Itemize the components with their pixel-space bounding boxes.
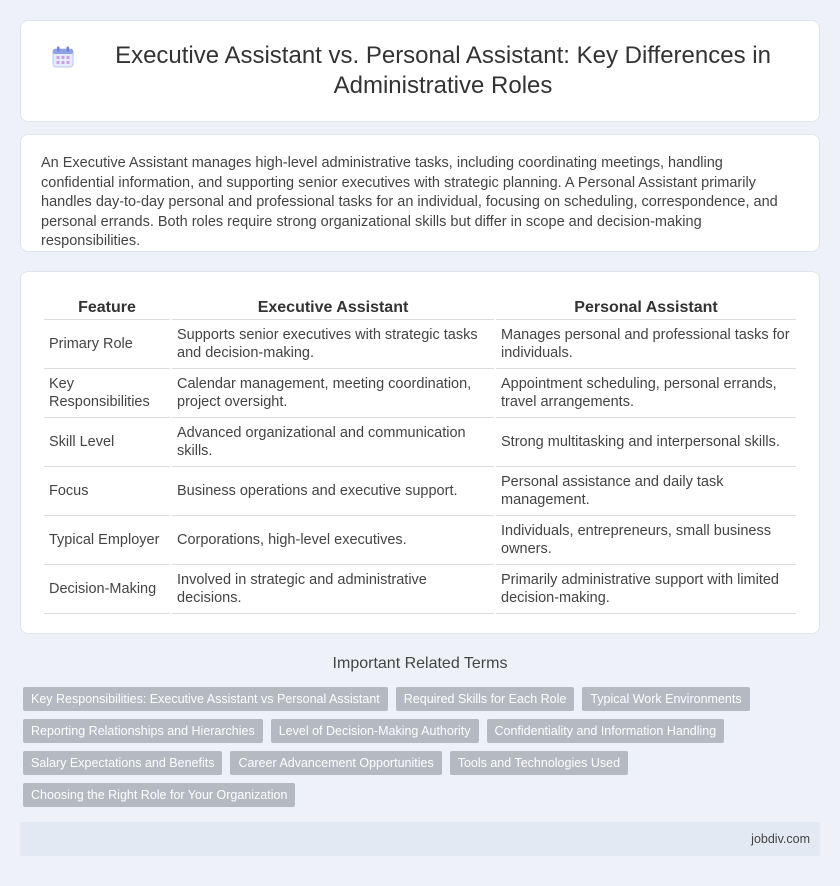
- personal-cell: Appointment scheduling, personal errands, travel arrangements.: [496, 369, 796, 418]
- personal-cell: Strong multitasking and interpersonal skills.: [496, 418, 796, 467]
- table-row: [44, 320, 796, 369]
- related-term-tag[interactable]: Required Skills for Each Role: [396, 687, 575, 711]
- page-title: Executive Assistant vs. Personal Assistant: Key Differences in Administrative Roles: [115, 42, 771, 99]
- header-feature: Feature: [44, 294, 170, 320]
- related-term-tag[interactable]: Key Responsibilities: Executive Assistant vs Personal Assistant: [23, 687, 388, 711]
- related-term-tag[interactable]: Tools and Technologies Used: [450, 751, 628, 775]
- table-row: [44, 516, 796, 565]
- intro-card: [20, 134, 820, 252]
- table-row: [44, 369, 796, 418]
- table-row: [44, 565, 796, 614]
- related-term-tag[interactable]: Reporting Relationships and Hierarchies: [23, 719, 263, 743]
- comparison-table: [42, 294, 798, 614]
- related-terms-list: [23, 687, 823, 815]
- title-card: [20, 20, 820, 122]
- feature-cell: Key Responsibilities: [44, 369, 170, 418]
- executive-cell: Calendar management, meeting coordination, project oversight.: [172, 369, 494, 418]
- footer-site-link[interactable]: jobdiv.com: [751, 832, 810, 846]
- intro-paragraph: An Executive Assistant manages high-level administrative tasks, including coordinating meetings, handling confidential information, and supporting senior executives with strategic planning. A Personal Assistant primarily handles day-to-day personal and professional tasks for an individual, focusing on scheduling, correspondence, and personal errands. Both roles require strong organizational skills but differ in scope and decision-making responsibilities.: [41, 155, 778, 249]
- personal-cell: Primarily administrative support with limited decision-making.: [496, 565, 796, 614]
- feature-cell: Decision-Making: [44, 565, 170, 614]
- comparison-card: [20, 271, 820, 634]
- footer: [20, 822, 820, 856]
- related-term-tag[interactable]: Typical Work Environments: [582, 687, 749, 711]
- related-term-tag[interactable]: Career Advancement Opportunities: [230, 751, 441, 775]
- executive-cell: Supports senior executives with strategic tasks and decision-making.: [172, 320, 494, 369]
- related-term-tag[interactable]: Level of Decision-Making Authority: [271, 719, 479, 743]
- feature-cell: Primary Role: [44, 320, 170, 369]
- personal-cell: Manages personal and professional tasks for individuals.: [496, 320, 796, 369]
- feature-cell: Typical Employer: [44, 516, 170, 565]
- table-row: [44, 418, 796, 467]
- related-term-tag[interactable]: Confidentiality and Information Handling: [487, 719, 725, 743]
- personal-cell: Individuals, entrepreneurs, small business owners.: [496, 516, 796, 565]
- feature-cell: Focus: [44, 467, 170, 516]
- personal-cell: Personal assistance and daily task management.: [496, 467, 796, 516]
- related-term-tag[interactable]: Choosing the Right Role for Your Organization: [23, 783, 295, 807]
- feature-cell: Skill Level: [44, 418, 170, 467]
- executive-cell: Involved in strategic and administrative decisions.: [172, 565, 494, 614]
- calendar-icon: [51, 45, 75, 69]
- executive-cell: Business operations and executive support.: [172, 467, 494, 516]
- table-row: [44, 467, 796, 516]
- related-term-tag[interactable]: Salary Expectations and Benefits: [23, 751, 222, 775]
- related-terms-heading: Important Related Terms: [332, 655, 508, 672]
- header-personal-assistant: Personal Assistant: [496, 294, 796, 320]
- executive-cell: Advanced organizational and communication skills.: [172, 418, 494, 467]
- header-executive-assistant: Executive Assistant: [172, 294, 494, 320]
- executive-cell: Corporations, high-level executives.: [172, 516, 494, 565]
- title-wrap: [21, 41, 819, 101]
- table-header-row: [44, 294, 796, 320]
